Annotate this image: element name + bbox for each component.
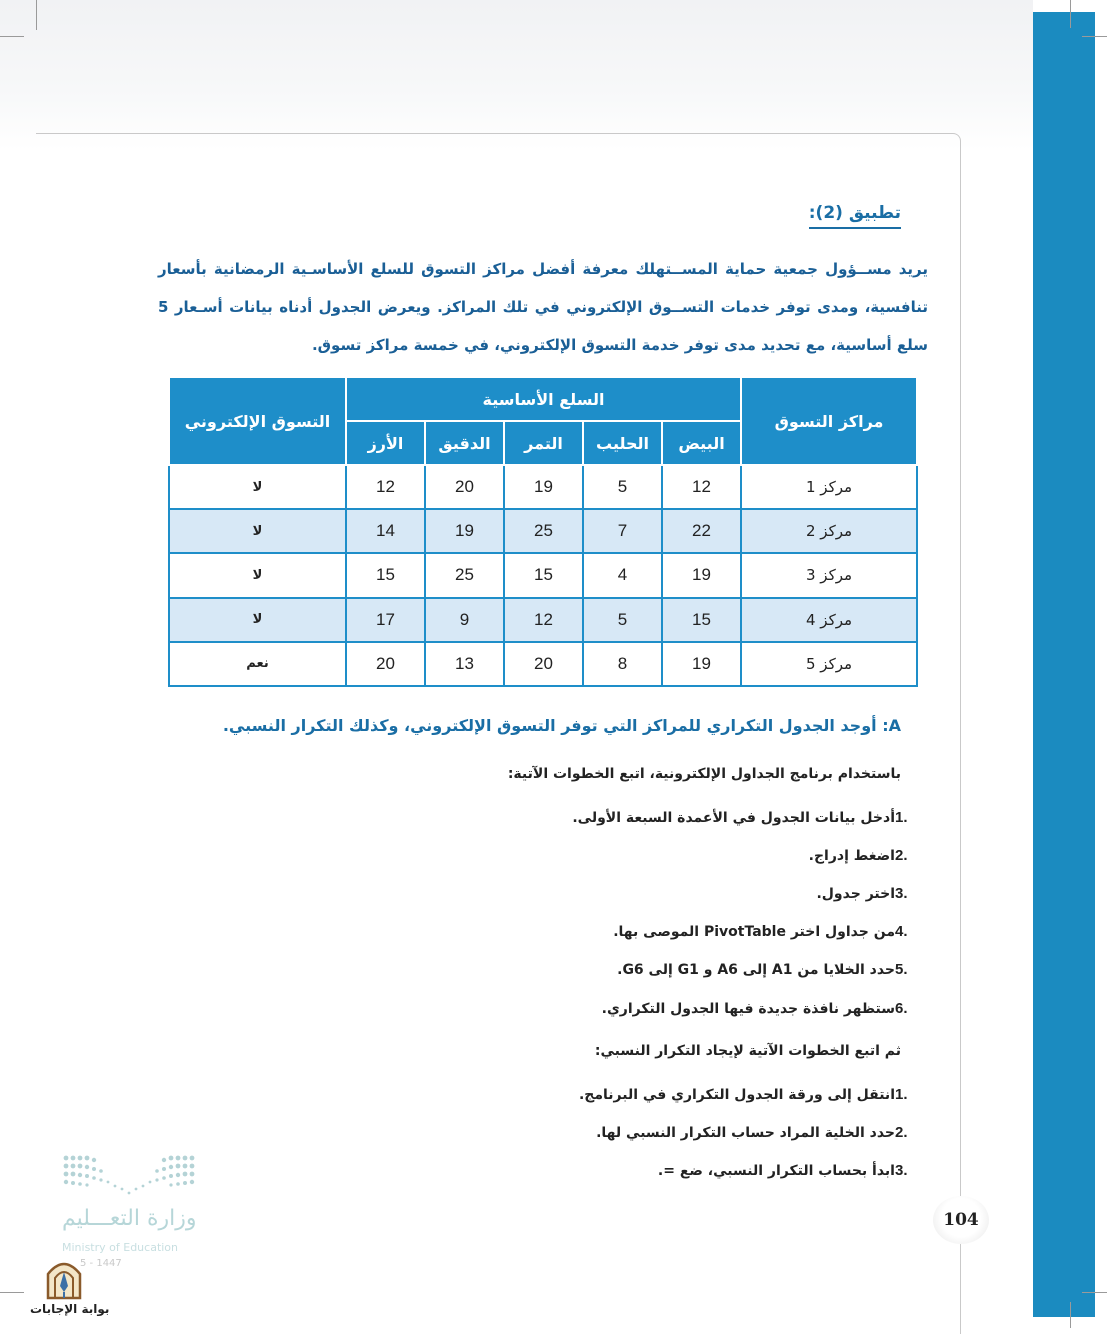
price-cell: 25 xyxy=(425,553,504,597)
ministry-name-english: Ministry of Education xyxy=(62,1241,179,1254)
side-color-bar xyxy=(1033,12,1095,1317)
price-cell: 20 xyxy=(346,642,425,686)
header-good: الحليب xyxy=(583,421,662,465)
center-name: مركز 1 xyxy=(741,465,917,509)
center-name: مركز 5 xyxy=(741,642,917,686)
step-number: .1 xyxy=(895,809,908,826)
step-item xyxy=(613,923,917,940)
price-cell: 12 xyxy=(662,465,741,509)
step-number: .2 xyxy=(895,847,908,864)
question-a: A: أوجد الجدول التكراري للمراكز التي توفر التسوق الإلكتروني، وكذلك التكرار النسبي. xyxy=(222,716,901,735)
crop-mark xyxy=(36,0,37,30)
step-text: اضغط إدراج. xyxy=(808,848,895,864)
price-cell: 13 xyxy=(425,642,504,686)
price-cell: 15 xyxy=(346,553,425,597)
price-cell: 12 xyxy=(504,598,583,642)
crop-mark xyxy=(1070,0,1071,28)
header-good: الدقيق xyxy=(425,421,504,465)
step-item xyxy=(816,885,917,902)
step-number: .3 xyxy=(895,1162,908,1179)
step-item xyxy=(602,1000,917,1017)
relative-steps-intro: ثم اتبع الخطوات الآتية لإيجاد التكرار النسبي: xyxy=(594,1043,901,1059)
price-cell: 5 xyxy=(583,598,662,642)
step-number: .6 xyxy=(895,1000,908,1017)
price-cell: 12 xyxy=(346,465,425,509)
crop-mark xyxy=(1070,1302,1071,1328)
step-text: انتقل إلى ورقة الجدول التكراري في البرنامج. xyxy=(578,1087,895,1103)
ministry-year: 5 - 1447 xyxy=(80,1258,122,1269)
step-number: .3 xyxy=(895,885,908,902)
table-row xyxy=(169,598,917,642)
online-cell: لا xyxy=(169,553,346,597)
center-name: مركز 4 xyxy=(741,598,917,642)
center-name: مركز 3 xyxy=(741,553,917,597)
price-cell: 20 xyxy=(504,642,583,686)
price-cell: 25 xyxy=(504,509,583,553)
header-goods: السلع الأساسية xyxy=(346,377,741,421)
price-cell: 4 xyxy=(583,553,662,597)
table-row xyxy=(169,642,917,686)
online-cell: نعم xyxy=(169,642,346,686)
prices-table xyxy=(168,376,918,687)
intro-paragraph: يريد مســؤول جمعية حماية المســتهلك معرفة أفضل مراكز التسوق للسلع الأساسـية الرمضانية بأسعار تنافسية، ومدى توفر خدمات التســوق الإلكتروني في تلك المراكز. ويعرض الجدول أدناه بيانات أسـعار 5 سلع أساسية، مع تحديد مدى توفر خدمة التسوق الإلكتروني، في خمسة مراكز تسوق. xyxy=(158,260,928,354)
table-row xyxy=(169,553,917,597)
header-good: التمر xyxy=(504,421,583,465)
price-cell: 7 xyxy=(583,509,662,553)
step-item xyxy=(596,1124,917,1141)
step-text: ستظهر نافذة جديدة فيها الجدول التكراري. xyxy=(601,1001,895,1017)
step-text: أدخل بيانات الجدول في الأعمدة السبعة الأولى. xyxy=(572,810,895,826)
portal-label: بوابة الإجابات xyxy=(30,1302,110,1316)
price-cell: 15 xyxy=(662,598,741,642)
header-center: مراكز التسوق xyxy=(741,377,917,465)
header-background xyxy=(0,0,1033,150)
online-cell: لا xyxy=(169,598,346,642)
price-cell: 19 xyxy=(504,465,583,509)
ministry-logo-icon xyxy=(62,1153,196,1199)
portal-logo-icon xyxy=(44,1256,84,1300)
step-text: حدد الخلية المراد حساب التكرار النسبي لها. xyxy=(596,1125,895,1141)
online-cell: لا xyxy=(169,509,346,553)
step-item xyxy=(809,847,917,864)
price-cell: 14 xyxy=(346,509,425,553)
step-item xyxy=(579,1086,917,1103)
step-number: .2 xyxy=(895,1124,908,1141)
step-number: .1 xyxy=(895,1086,908,1103)
online-cell: لا xyxy=(169,465,346,509)
table-row xyxy=(169,509,917,553)
price-cell: 19 xyxy=(662,642,741,686)
steps-intro: باستخدام برنامج الجداول الإلكترونية، اتبع الخطوات الآتية: xyxy=(507,766,901,782)
price-cell: 22 xyxy=(662,509,741,553)
ministry-name-arabic: وزارة التعـــليم xyxy=(62,1206,197,1231)
header-good: البيض xyxy=(662,421,741,465)
crop-mark xyxy=(0,1292,24,1293)
price-cell: 17 xyxy=(346,598,425,642)
crop-mark xyxy=(1082,36,1107,37)
price-cell: 19 xyxy=(425,509,504,553)
step-text: من جداول اختر PivotTable الموصى بها. xyxy=(613,924,895,940)
center-name: مركز 2 xyxy=(741,509,917,553)
step-number: .5 xyxy=(895,961,908,978)
page-number: 104 xyxy=(933,1196,989,1244)
step-text: حدد الخلايا من A1 إلى A6 و G1 إلى G6. xyxy=(617,962,895,978)
step-item xyxy=(658,1162,917,1179)
step-item xyxy=(572,809,917,826)
price-cell: 20 xyxy=(425,465,504,509)
price-cell: 15 xyxy=(504,553,583,597)
step-text: اختر جدول. xyxy=(816,886,895,902)
header-good: الأرز xyxy=(346,421,425,465)
crop-mark xyxy=(1082,1292,1107,1293)
price-cell: 5 xyxy=(583,465,662,509)
price-cell: 19 xyxy=(662,553,741,597)
header-online: التسوق الإلكتروني xyxy=(169,377,346,465)
step-item xyxy=(617,961,917,978)
table-row xyxy=(169,465,917,509)
crop-mark xyxy=(0,36,24,37)
step-text: ابدأ بحساب التكرار النسبي، ضع =. xyxy=(657,1163,895,1179)
step-number: .4 xyxy=(895,923,908,940)
price-cell: 9 xyxy=(425,598,504,642)
section-title: تطبيق (2): xyxy=(809,203,901,229)
price-cell: 8 xyxy=(583,642,662,686)
